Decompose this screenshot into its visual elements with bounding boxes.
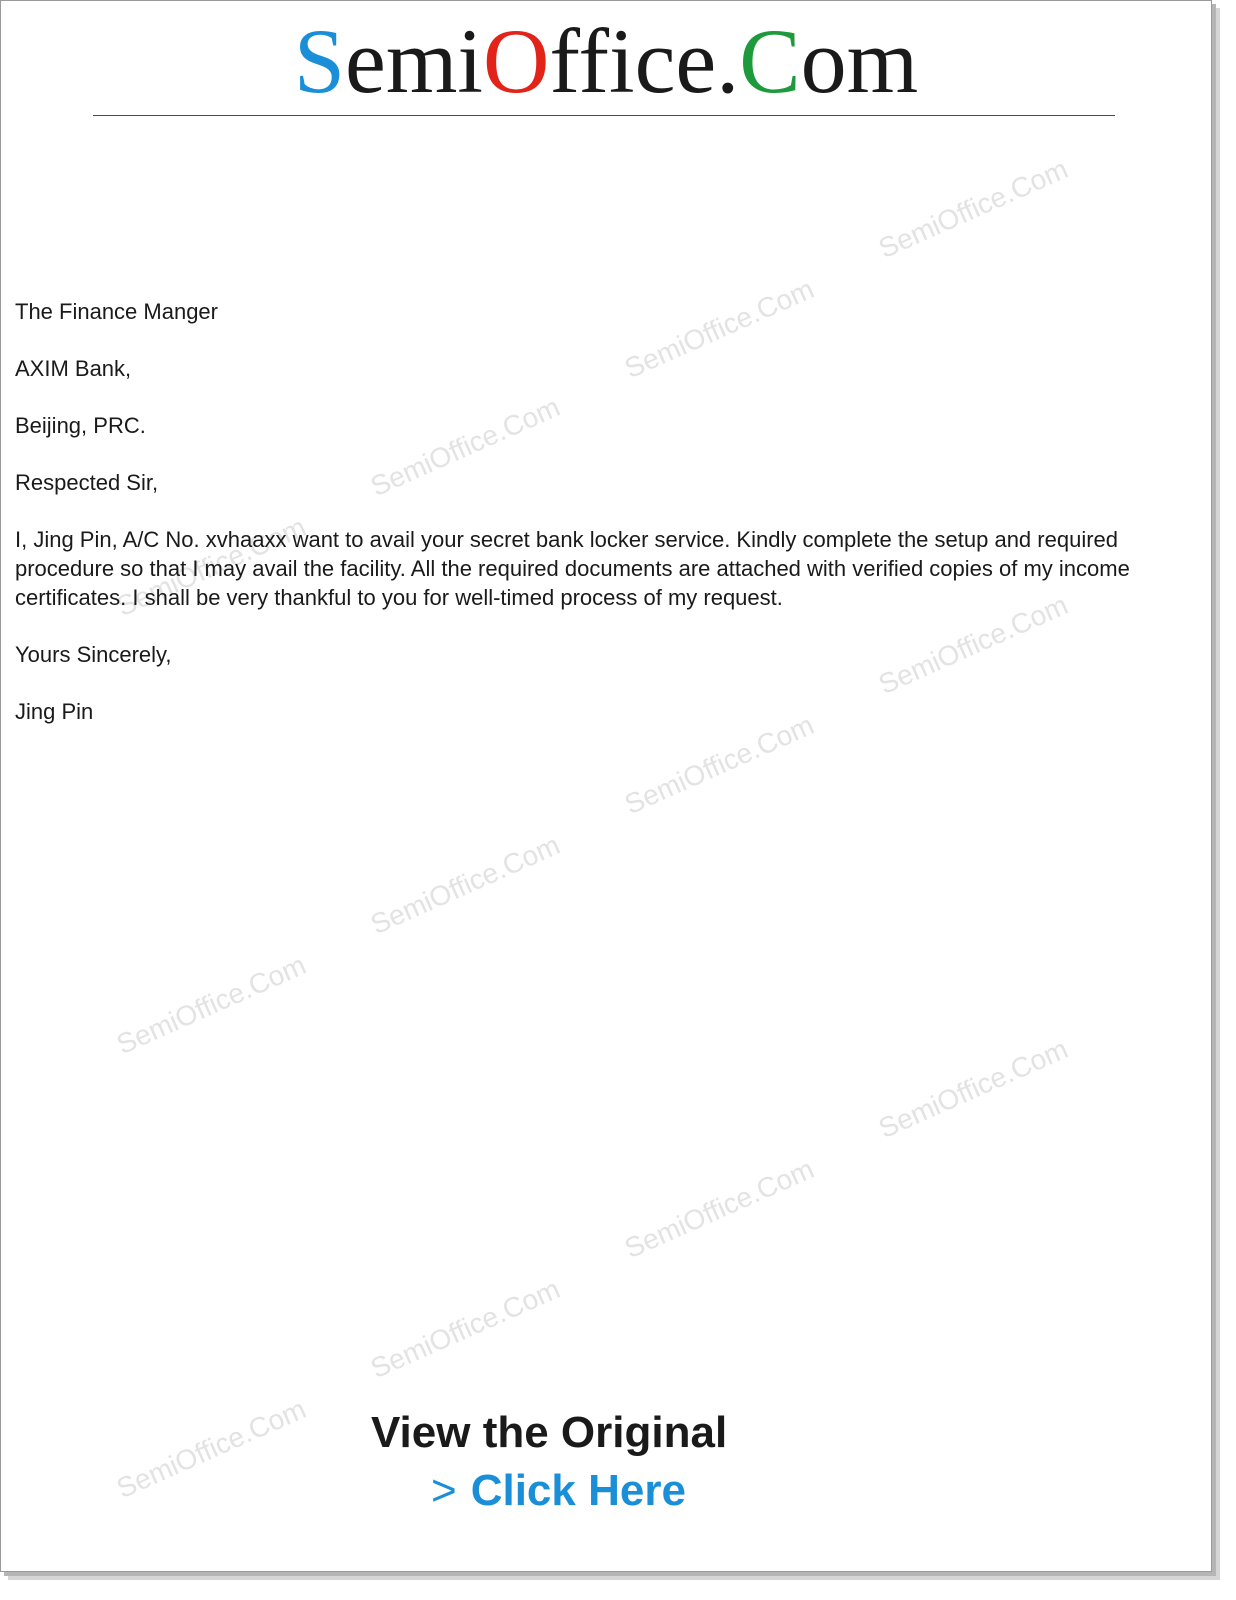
watermark: SemiOffice.Com — [873, 153, 1073, 265]
watermark: SemiOffice.Com — [365, 391, 565, 503]
watermark: SemiOffice.Com — [873, 589, 1073, 701]
semioffice-logo[interactable] — [1, 7, 1211, 115]
watermark: SemiOffice.Com — [365, 829, 565, 941]
click-here-link[interactable] — [431, 1463, 686, 1519]
watermark: SemiOffice.Com — [365, 1273, 565, 1385]
logo-letter-o: O — [482, 10, 550, 112]
logo-text-ffice: ffice. — [549, 10, 740, 112]
logo-letter-s: S — [293, 10, 345, 112]
letter-content — [15, 297, 1205, 754]
watermark: SemiOffice.Com — [111, 511, 311, 623]
recipient-bank: AXIM Bank, — [15, 356, 132, 381]
watermark: SemiOffice.Com — [873, 1033, 1073, 1145]
signature: Jing Pin — [15, 699, 94, 724]
letter-body: I, Jing Pin, A/C No. xvhaaxx want to avail your secret bank locker service. Kindly complete the setup and required procedure so that I may avail the facility. All the required documents are attached with verified copies of my income certificates. I shall be very thankful to you for well-timed process of my request. — [15, 527, 1130, 610]
watermark: SemiOffice.Com — [619, 273, 819, 385]
salutation: Respected Sir, — [15, 470, 159, 495]
watermark: SemiOffice.Com — [111, 949, 311, 1061]
click-here-label: Click Here — [470, 1466, 686, 1515]
watermark: SemiOffice.Com — [111, 1393, 311, 1505]
watermark: SemiOffice.Com — [619, 709, 819, 821]
watermark: SemiOffice.Com — [619, 1153, 819, 1265]
header-divider — [93, 115, 1115, 116]
chevron-right-icon: > — [431, 1466, 457, 1515]
recipient-city: Beijing, PRC. — [15, 413, 146, 438]
view-original-heading: View the Original — [371, 1408, 728, 1457]
closing: Yours Sincerely, — [15, 642, 172, 667]
logo-letter-c: C — [739, 10, 801, 112]
logo-text-emi: emi — [344, 10, 483, 112]
recipient-title: The Finance Manger — [15, 299, 218, 324]
logo-text-om: om — [800, 10, 919, 112]
